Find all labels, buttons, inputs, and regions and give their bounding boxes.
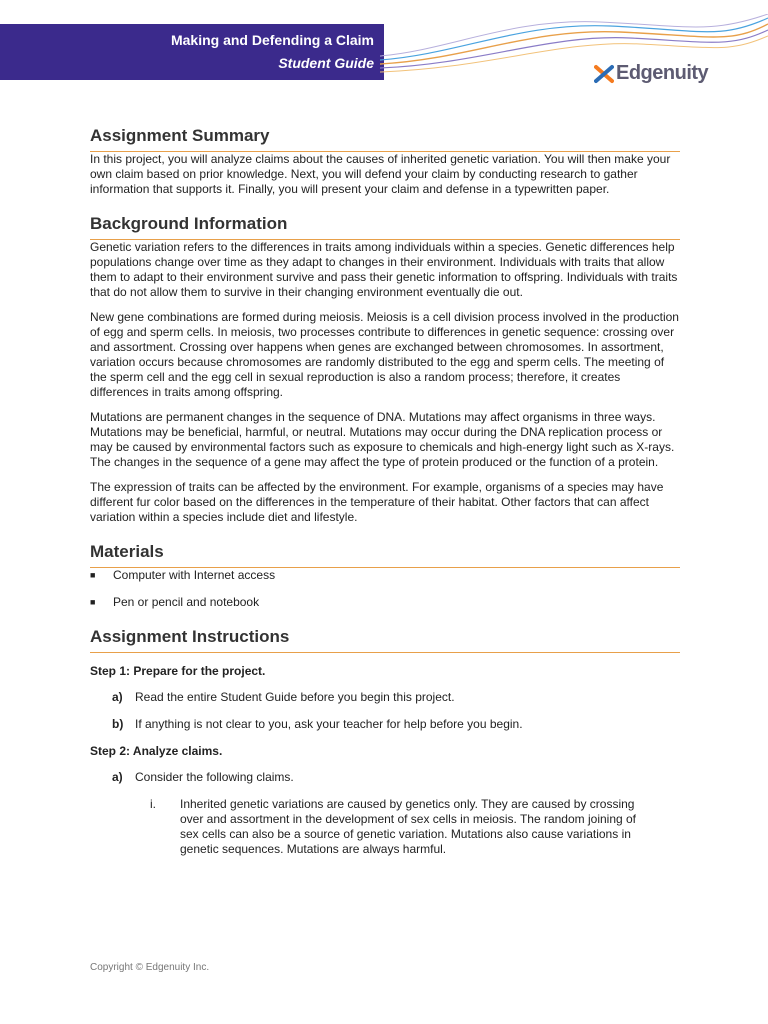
section-heading: Assignment Instructions <box>90 627 680 653</box>
section-heading: Assignment Summary <box>90 126 680 152</box>
assignment-instructions-section <box>90 627 680 857</box>
item-text: Read the entire Student Guide before you begin this project. <box>135 690 455 704</box>
item-marker: b) <box>112 717 124 731</box>
background-paragraph: New gene combinations are formed during meiosis. Meiosis is a cell division process involved in the production of egg and sperm cells. In meiosis, two processes contribute to differences in genetic sequence: crossing over and assortment. Crossing over happens when genes are exchanged between chromosomes. In assortment, variation occurs because chromosomes are randomly distributed to the egg and sperm cells. The meeting of the sperm cell and the egg cell in sexual reproduction is also a random process; therefore, it creates differences in traits among offspring. <box>90 310 679 399</box>
step-item <box>90 690 680 705</box>
item-marker: i. <box>150 797 156 811</box>
copyright-footer: Copyright © Edgenuity Inc. <box>90 962 210 973</box>
bullet-icon: ■ <box>90 570 96 580</box>
item-marker: a) <box>112 690 123 704</box>
materials-list <box>90 568 680 610</box>
assignment-summary-section <box>90 126 680 197</box>
list-item-text: Pen or pencil and notebook <box>113 595 260 609</box>
item-marker: a) <box>112 770 123 784</box>
background-paragraph: Mutations are permanent changes in the sequence of DNA. Mutations may affect organisms in three ways. Mutations may be beneficial, harmful, or neutral. Mutations may occur during the DNA replication process or may be caused by environmental factors such as exposure to chemicals and high-energy light such as X-rays. The changes in the sequence of a gene may affect the type of protein produced or the function of a protein. <box>90 410 675 469</box>
edgenuity-logo <box>594 62 708 85</box>
background-paragraph: Genetic variation refers to the differences in traits among individuals within a species. Genetic differences help populations change over time as they adapt to changes in their environment. Individuals with traits that allow them to adapt to their environment survive and pass their genetic information to offspring. Individuals with traits that do not allow them to survive in their changing environment eventually die out. <box>90 240 678 299</box>
item-text: Consider the following claims. <box>135 770 294 784</box>
background-information-section <box>90 214 680 525</box>
list-item-text: Computer with Internet access <box>113 568 276 582</box>
background-paragraph: The expression of traits can be affected by the environment. For example, organisms of a species may have different fur color based on the differences in the temperature of their habitat. Other factors that can affect variation within a species include diet and lifestyle. <box>90 480 664 524</box>
claim-text: Inherited genetic variations are caused by genetics only. They are caused by crossing over and assortment in the development of sex cells in meiosis. The random joining of sex cells can also be a source of genetic variation. Mutations also cause variations in genetic sequences. Mutations are always harmful. <box>180 797 637 856</box>
materials-section <box>90 542 680 610</box>
summary-paragraph: In this project, you will analyze claims about the causes of inherited genetic variation. You will then make your own claim based on prior knowledge. Next, you will defend your claim by conducting research to gather information that supports it. Finally, you will present your claim and defense in a typewritten paper. <box>90 152 671 196</box>
claim-item <box>90 797 656 857</box>
list-item <box>90 568 680 583</box>
list-item <box>90 595 680 610</box>
step-2-title: Step 2: Analyze claims. <box>90 744 223 758</box>
step-item <box>90 770 680 785</box>
logo-text: Edgenuity <box>616 62 709 84</box>
section-heading: Materials <box>90 542 680 568</box>
document-title: Making and Defending a Claim <box>170 32 374 48</box>
document-body <box>90 126 680 874</box>
step-item <box>90 717 680 732</box>
bullet-icon: ■ <box>90 597 96 607</box>
document-subtitle: Student Guide <box>278 55 374 71</box>
item-text: If anything is not clear to you, ask your teacher for help before you begin. <box>135 717 523 731</box>
step-1-title: Step 1: Prepare for the project. <box>90 664 266 678</box>
section-heading: Background Information <box>90 214 680 240</box>
decorative-swoosh-lines <box>380 14 768 74</box>
edgenuity-x-logo-icon <box>594 64 614 84</box>
header-band <box>0 24 384 80</box>
